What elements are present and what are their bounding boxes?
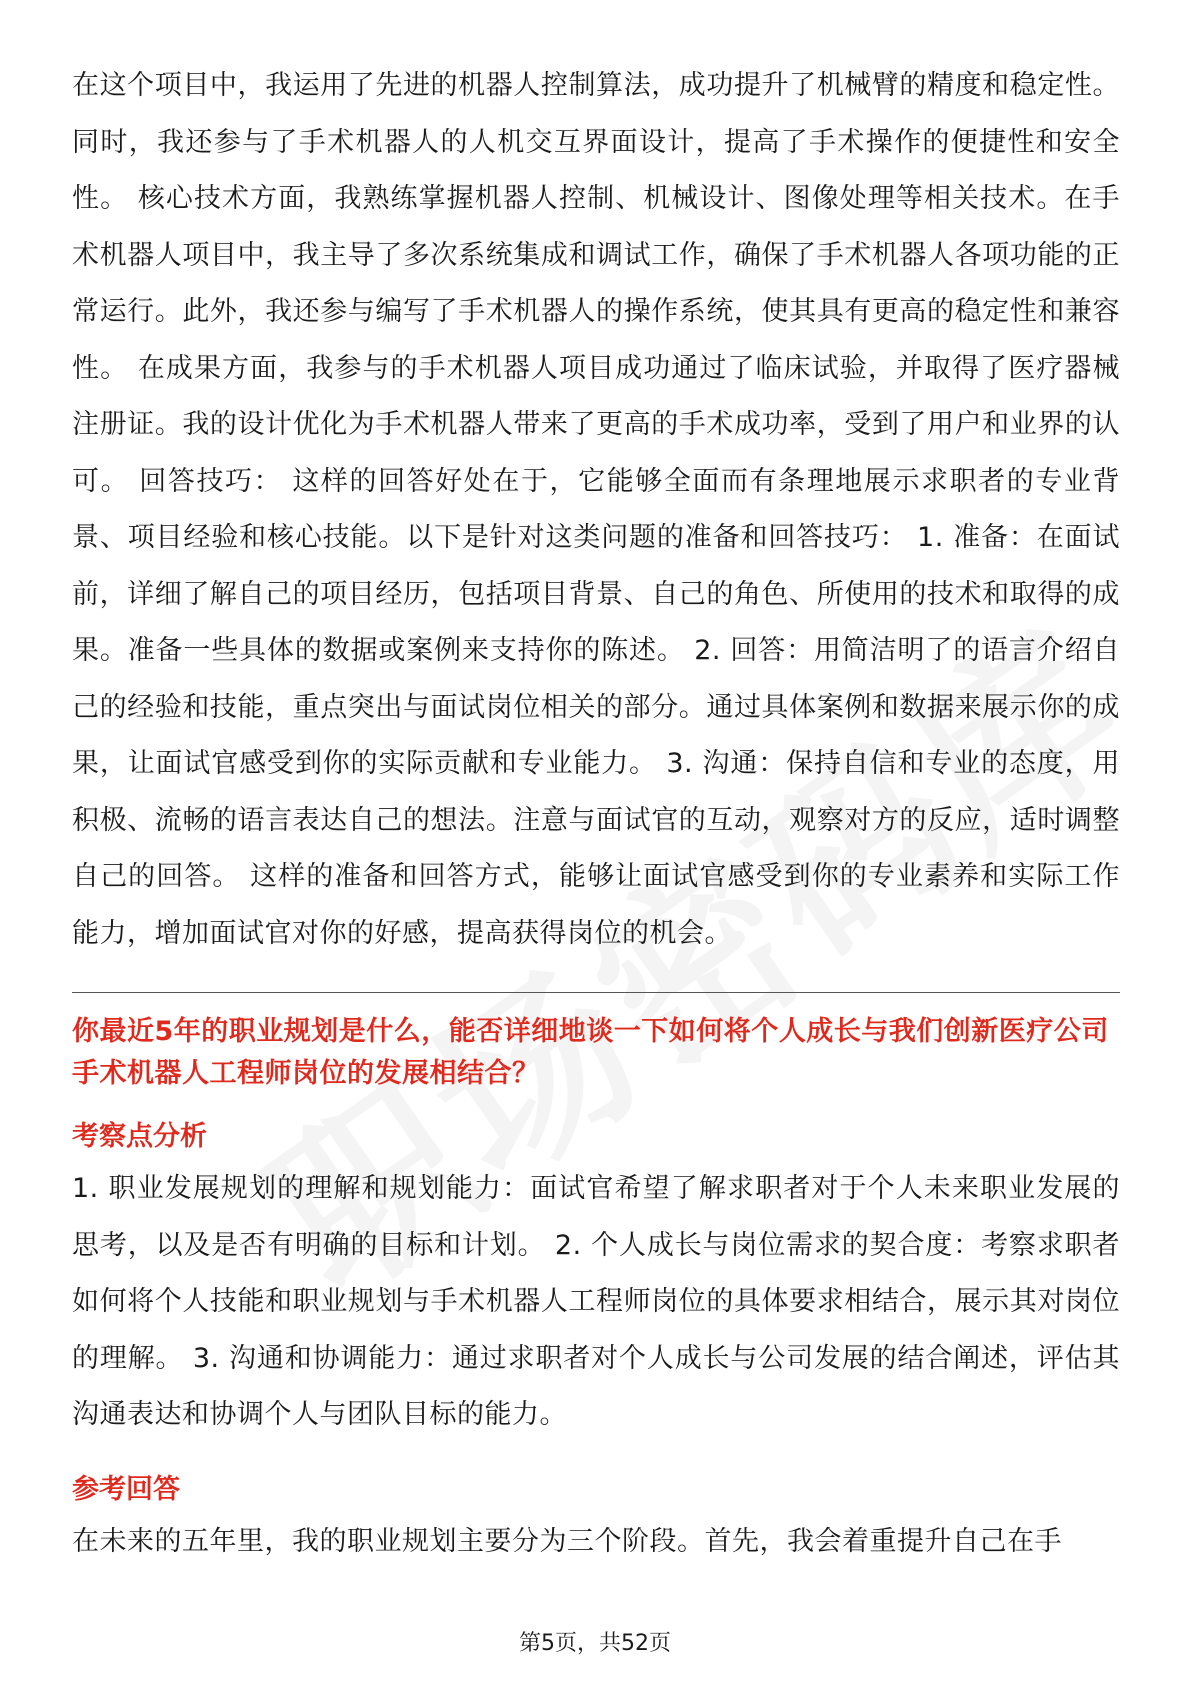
reference-title: 参考回答 xyxy=(72,1473,180,1505)
analysis-title: 考察点分析 xyxy=(72,1121,207,1152)
document-page xyxy=(72,58,1120,1570)
section-divider xyxy=(72,992,1120,993)
reference-text: 在未来的五年里，我的职业规划主要分为三个阶段。首先，我会着重提升自己在手 xyxy=(72,1525,1062,1557)
intro-paragraph: 在这个项目中，我运用了先进的机器人控制算法，成功提升了机械臂的精度和稳定性。同时，我还参与了手术机器人的人机交互界面设计，提高了手术操作的便捷性和安全性。 核心技术方面，我熟练掌握机器人控制、机械设计、图像处理等相关技术。在手术机器人项目中，我主导了多次系统集成和调试工作，确保了手术机器人各项功能的正常运行。此外，我还参与编写了手术机器人的操作系统，使其具有更高的稳定性和兼容性。 在成果方面，我参与的手术机器人项目成功通过了临床试验，并取得了医疗器械注册证。我的设计优化为手术机器人带来了更高的手术成功率，受到了用户和业界的认可。 回答技巧： 这样的回答好处在于，它能够全面而有条理地展示求职者的专业背景、项目经验和核心技能。以下是针对这类问题的准备和回答技巧： 1. 准备：在面试前，详细了解自己的项目经历，包括项目背景、自己的角色、所使用的技术和取得的成果。准备一些具体的数据或案例来支持你的陈述。 2. 回答：用简洁明了的语言介绍自己的经验和技能，重点突出与面试岗位相关的部分。通过具体案例和数据来展示你的成果，让面试官感受到你的实际贡献和专业能力。 3. 沟通：保持自信和专业的态度，用积极、流畅的语言表达自己的想法。注意与面试官的互动，观察对方的反应，适时调整自己的回答。 这样的准备和回答方式，能够让面试官感受到你的专业素养和实际工作能力，增加面试官对你的好感，提高获得岗位的机会。 xyxy=(72,70,1120,949)
question-heading: 你最近5年的职业规划是什么，能否详细地谈一下如何将个人成长与我们创新医疗公司手术机器人工程师岗位的发展相结合？ xyxy=(72,1016,1109,1089)
analysis-text: 1. 职业发展规划的理解和规划能力：面试官希望了解求职者对于个人未来职业发展的思考，以及是否有明确的目标和计划。 2. 个人成长与岗位需求的契合度：考察求职者如何将个人技能和职业规划与手术机器人工程师岗位的具体要求相结合，展示其对岗位的理解。 3. 沟通和协调能力：通过求职者对个人成长与公司发展的结合阐述，评估其沟通表达和协调个人与团队目标的能力。 xyxy=(72,1173,1120,1430)
page-footer: 第5页，共52页 xyxy=(519,1631,671,1656)
